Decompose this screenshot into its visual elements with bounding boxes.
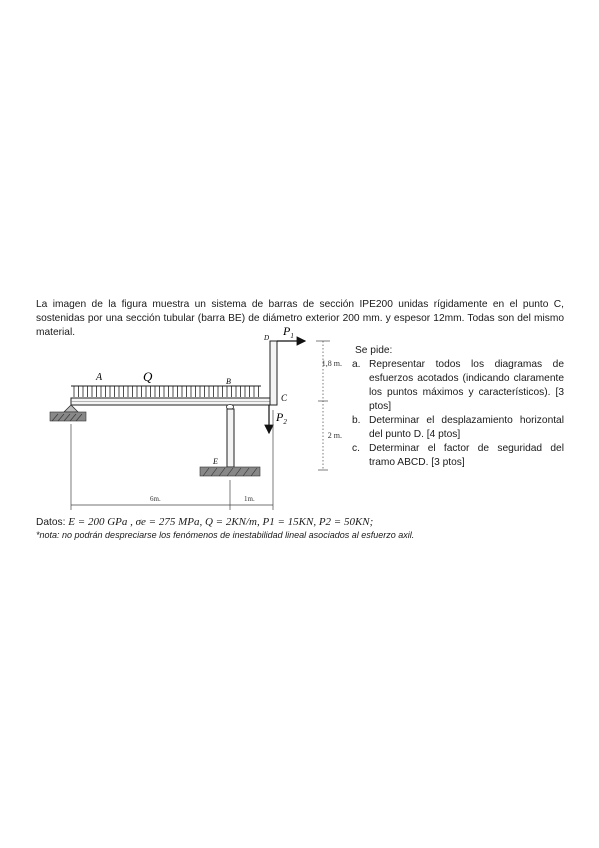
fixed-support-e bbox=[200, 467, 260, 476]
task-text: Representar todos los diagramas de esfuerzos acotados (indicando claramente los puntos máximos y característicos). [3 ptos] bbox=[369, 359, 564, 412]
task-c bbox=[352, 442, 564, 470]
label-c: C bbox=[281, 393, 288, 403]
strut-be bbox=[227, 405, 235, 468]
tasks-heading: Se pide: bbox=[355, 345, 393, 356]
beam-abc bbox=[71, 398, 277, 405]
task-text: Determinar el desplazamiento horizontal del punto D. [4 ptos] bbox=[369, 415, 564, 440]
dim-label-bottom: 2 m. bbox=[327, 431, 342, 440]
data-label: Datos: bbox=[36, 517, 66, 528]
dim-label-left: 6m. bbox=[150, 495, 161, 503]
dim-label-right: 1m. bbox=[244, 495, 255, 503]
data-line bbox=[36, 515, 576, 530]
label-b: B bbox=[226, 377, 231, 386]
label-q: Q bbox=[143, 369, 153, 384]
tasks-list bbox=[352, 344, 564, 470]
footnote: *nota: no podrán despreciarse los fenómenos de inestabilidad lineal asociados al esfuerzo axil. bbox=[36, 530, 415, 540]
task-letter: b. bbox=[352, 415, 361, 426]
problem-statement: La imagen de la figura muestra un sistema de barras de sección IPE200 unidas rígidamente en el punto C, sostenidas por una sección tubular (barra BE) de diámetro exterior 200 mm. y espesor 12mm. Todas son del mismo material. bbox=[36, 299, 564, 338]
dimension-horizontal bbox=[71, 410, 273, 510]
dim-label-top: 1,8 m. bbox=[321, 359, 342, 368]
data-values: E = 200 GPa , σe = 275 MPa, Q = 2KN/m, P1 = 15KN, P2 = 50KN; bbox=[68, 516, 374, 528]
task-text: Determinar el factor de seguridad del tramo ABCD. [3 ptos] bbox=[369, 443, 564, 468]
task-letter: a. bbox=[352, 359, 361, 370]
label-p1: $P_1$ bbox=[283, 324, 294, 340]
column-cd bbox=[270, 341, 277, 405]
label-e: E bbox=[213, 457, 218, 466]
task-letter: c. bbox=[352, 443, 360, 454]
pin-support-a bbox=[50, 405, 86, 421]
distributed-load-q bbox=[71, 386, 261, 397]
task-b bbox=[352, 414, 564, 442]
label-d: D bbox=[264, 334, 270, 342]
label-p2: $P_2$ bbox=[276, 410, 287, 426]
label-a: A bbox=[96, 372, 103, 383]
task-a bbox=[352, 358, 564, 414]
